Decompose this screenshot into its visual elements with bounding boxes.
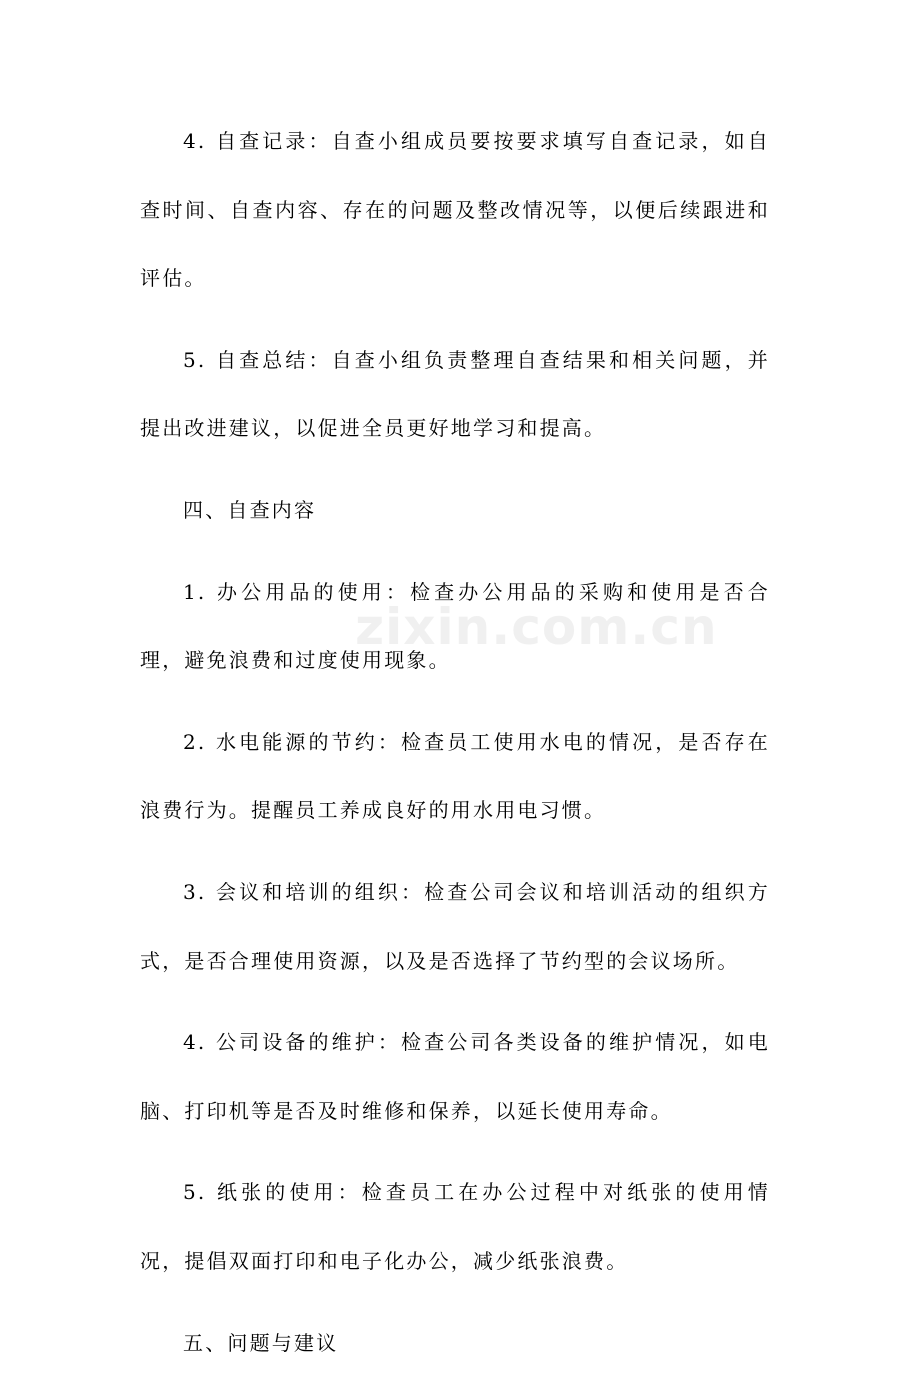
watermark: zixin.com.cn [355, 598, 718, 656]
document-body [140, 107, 770, 1390]
paragraph-meetings-training: 3. 会议和培训的组织：检查公司会议和培训活动的组织方式，是否合理使用资源，以及是否选择了节约型的会议场所。 [140, 879, 770, 973]
section-heading-self-check-content: 四、自查内容 [183, 497, 317, 522]
paragraph-self-check-summary: 5. 自查总结：自查小组负责整理自查结果和相关问题，并提出改进建议，以促进全员更好地学习和提高。 [140, 347, 770, 441]
paragraph-equipment-maintenance: 4. 公司设备的维护：检查公司各类设备的维护情况，如电脑、打印机等是否及时维修和保养，以延长使用寿命。 [140, 1030, 770, 1123]
paragraph-energy-saving: 2. 水电能源的节约：检查员工使用水电的情况，是否存在浪费行为。提醒员工养成良好的用水用电习惯。 [140, 729, 770, 823]
paragraph-paper-usage: 5. 纸张的使用：检查员工在办公过程中对纸张的使用情况，提倡双面打印和电子化办公，减少纸张浪费。 [140, 1180, 770, 1273]
section-heading-problems-suggestions: 五、问题与建议 [183, 1330, 339, 1355]
paragraph-self-check-record: 4. 自查记录：自查小组成员要按要求填写自查记录，如自查时间、自查内容、存在的问题及整改情况等，以便后续跟进和评估。 [140, 129, 770, 291]
paragraph-office-supplies: 1. 办公用品的使用：检查办公用品的采购和使用是否合理，避免浪费和过度使用现象。 [140, 579, 770, 673]
